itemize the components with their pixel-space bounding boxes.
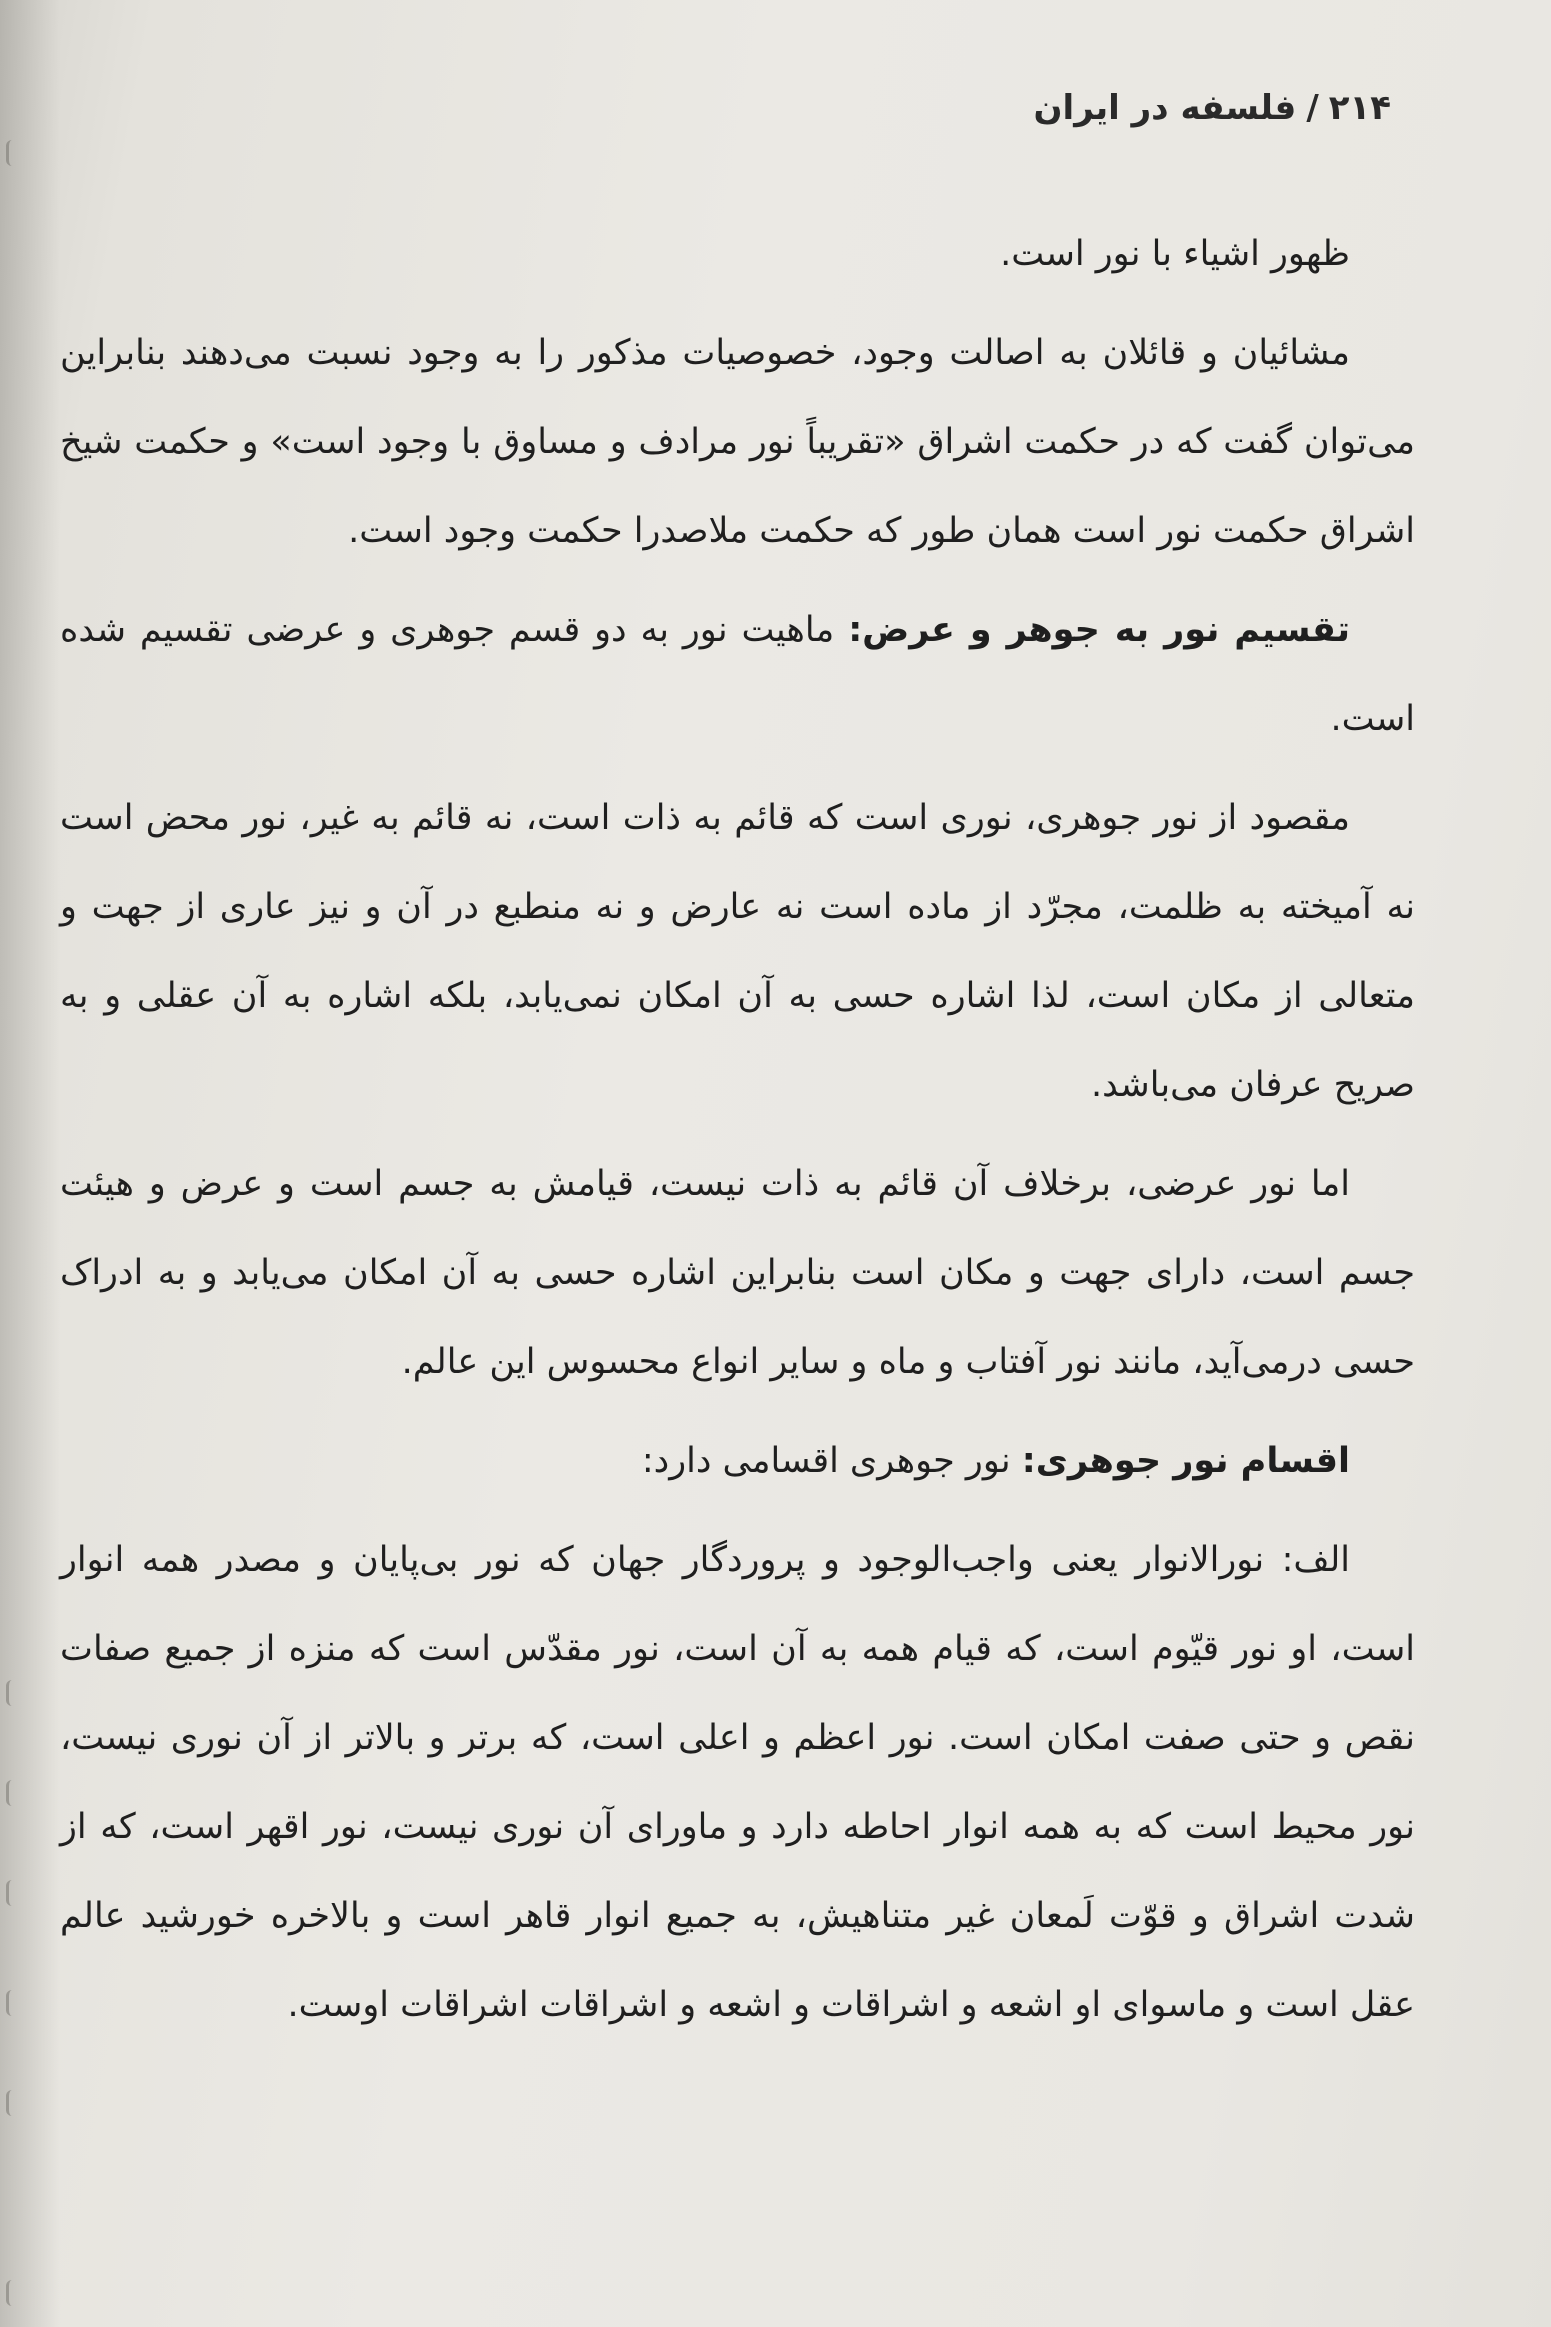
paragraph-text: الف: نورالانوار یعنی واجب‌الوجود و پروردگار جهان که نور بی‌پایان و مصدر همه انوار است، او نور قیّوم است، که قیام همه به آن است، نور مقدّس است که منزه از جمیع صفات نقص و حتی صفت امکان است. نور اعظم و اعلی است، که برتر و بالاتر از آن نوری نیست، نور محیط است که به همه انوار احاطه دارد و ماورای آن نوری نیست، نور اقهر است، که از شدت اشراق و قوّت لَمعان غیر متناهیش، به جمیع انوار قاهر است و بالاخره خورشید عالم عقل است و ماسوای او اشعه و اشراقات و اشعه و اشراقات اشراقات اوست. — [60, 1540, 1415, 2025]
page-edge-mark — [6, 1780, 23, 1806]
paragraph-light-division — [60, 586, 1415, 764]
paragraph-substantial-light — [60, 774, 1415, 1130]
book-title: فلسفه در ایران — [1033, 88, 1297, 128]
page-edge-mark — [6, 2090, 23, 2116]
paragraph-text: ماهیت نور به دو قسم جوهری و عرضی تقسیم شده است. — [60, 610, 1415, 739]
paragraph-text: مقصود از نور جوهری، نوری است که قائم به ذات است، نه قائم به غیر، نور محض است نه آمیخته به ظلمت، مجرّد از ماده است نه عارض و نه منطبع در آن و نیز عاری از جهت و متعالی از مکان است، لذا اشاره حسی به آن امکان نمی‌یابد، بلکه اشاره به آن عقلی و به صریح عرفان می‌باشد. — [60, 798, 1415, 1105]
paragraph-light-of-lights — [60, 1516, 1415, 2050]
section-heading: تقسیم نور به جوهر و عرض: — [848, 610, 1350, 650]
page-edge-mark — [6, 1990, 23, 2016]
running-header — [1034, 88, 1391, 128]
paragraph-text: ظهور اشیاء با نور است. — [1000, 234, 1350, 274]
paragraph-text: مشائیان و قائلان به اصالت وجود، خصوصیات مذکور را به وجود نسبت می‌دهند بنابراین می‌توان گفت که در حکمت اشراق «تقریباً نور مرادف و مساوق با وجود است» و حکمت شیخ اشراق حکمت نور است همان طور که حکمت ملاصدرا حکمت وجود است. — [60, 333, 1415, 551]
body-text — [60, 210, 1415, 2060]
header-separator: / — [1306, 88, 1319, 128]
page-gutter-shadow — [0, 0, 60, 2327]
paragraph-existence — [60, 309, 1415, 576]
page-edge-mark — [6, 1880, 23, 1906]
paragraph-light-types — [60, 1417, 1415, 1506]
paragraph-continuation — [60, 210, 1415, 299]
paragraph-accidental-light — [60, 1140, 1415, 1407]
page-number: ۲۱۴ — [1328, 88, 1391, 128]
page-edge-mark — [6, 1680, 23, 1706]
section-heading: اقسام نور جوهری: — [1021, 1441, 1350, 1481]
paragraph-text: نور جوهری اقسامی دارد: — [641, 1441, 1022, 1481]
page-edge-mark — [6, 2280, 23, 2306]
page-edge-mark — [6, 140, 23, 166]
paragraph-text: اما نور عرضی، برخلاف آن قائم به ذات نیست، قیامش به جسم است و عرض و هیئت جسم است، دارای جهت و مکان است بنابراین اشاره حسی به آن امکان می‌یابد و به ادراک حسی درمی‌آید، مانند نور آفتاب و ماه و سایر انواع محسوس این عالم. — [60, 1164, 1415, 1382]
